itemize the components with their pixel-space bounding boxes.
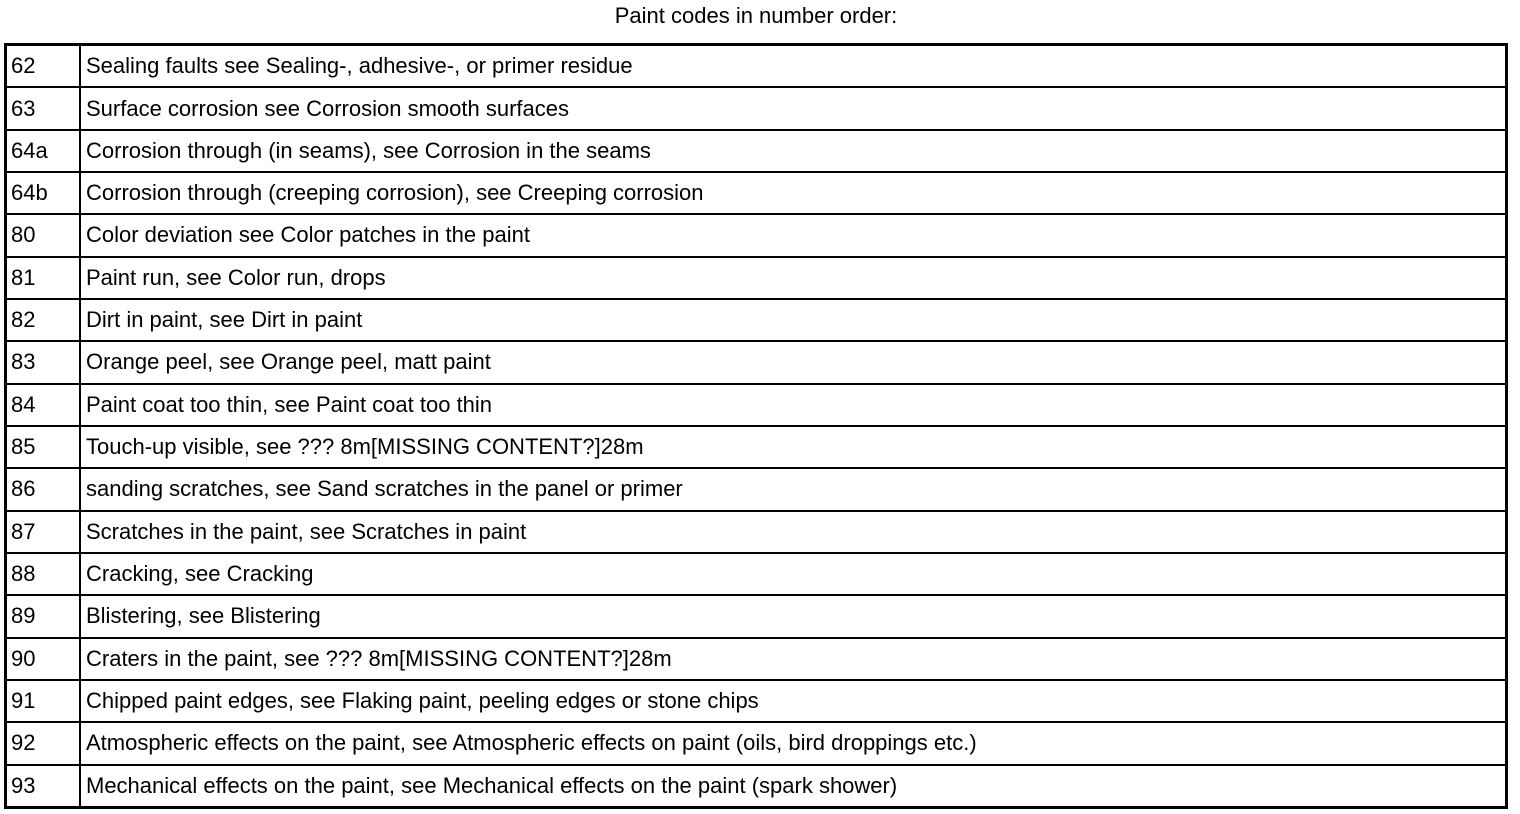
paint-code-cell: 64a <box>6 130 81 172</box>
paint-code-description-cell: Atmospheric effects on the paint, see Atmospheric effects on paint (oils, bird droppings etc.) <box>80 722 1507 764</box>
paint-code-description-cell: Surface corrosion see Corrosion smooth surfaces <box>80 87 1507 129</box>
paint-code-cell: 81 <box>6 257 81 299</box>
paint-code-cell: 91 <box>6 680 81 722</box>
table-row <box>6 299 1507 341</box>
paint-code-cell: 84 <box>6 384 81 426</box>
table-row <box>6 553 1507 595</box>
paint-code-description-cell: Mechanical effects on the paint, see Mechanical effects on the paint (spark shower) <box>80 765 1507 808</box>
table-row <box>6 638 1507 680</box>
paint-code-description-cell: Touch-up visible, see ??? 8m[MISSING CONTENT?]28m <box>80 426 1507 468</box>
paint-code-cell: 89 <box>6 595 81 637</box>
paint-code-cell: 90 <box>6 638 81 680</box>
table-row <box>6 722 1507 764</box>
table-row <box>6 511 1507 553</box>
paint-code-description-cell: Corrosion through (in seams), see Corrosion in the seams <box>80 130 1507 172</box>
paint-code-cell: 63 <box>6 87 81 129</box>
table-row <box>6 87 1507 129</box>
paint-code-cell: 82 <box>6 299 81 341</box>
paint-code-description-cell: Sealing faults see Sealing-, adhesive-, or primer residue <box>80 45 1507 88</box>
table-row <box>6 680 1507 722</box>
table-row <box>6 384 1507 426</box>
page-title: Paint codes in number order: <box>614 3 898 28</box>
paint-codes-table-body <box>6 45 1507 808</box>
table-row <box>6 341 1507 383</box>
paint-code-cell: 87 <box>6 511 81 553</box>
paint-code-description-cell: Chipped paint edges, see Flaking paint, peeling edges or stone chips <box>80 680 1507 722</box>
table-row <box>6 45 1507 88</box>
paint-code-description-cell: Color deviation see Color patches in the paint <box>80 214 1507 256</box>
paint-code-cell: 64b <box>6 172 81 214</box>
paint-code-cell: 86 <box>6 468 81 510</box>
paint-code-cell: 62 <box>6 45 81 88</box>
table-row <box>6 468 1507 510</box>
paint-code-description-cell: Paint coat too thin, see Paint coat too thin <box>80 384 1507 426</box>
paint-code-cell: 83 <box>6 341 81 383</box>
table-row <box>6 130 1507 172</box>
table-row <box>6 257 1507 299</box>
table-row <box>6 172 1507 214</box>
paint-code-description-cell: Corrosion through (creeping corrosion), see Creeping corrosion <box>80 172 1507 214</box>
paint-code-description-cell: Blistering, see Blistering <box>80 595 1507 637</box>
paint-code-cell: 93 <box>6 765 81 808</box>
table-row <box>6 426 1507 468</box>
paint-code-description-cell: Dirt in paint, see Dirt in paint <box>80 299 1507 341</box>
paint-code-cell: 88 <box>6 553 81 595</box>
table-row <box>6 595 1507 637</box>
paint-code-description-cell: Craters in the paint, see ??? 8m[MISSING CONTENT?]28m <box>80 638 1507 680</box>
paint-code-description-cell: sanding scratches, see Sand scratches in the panel or primer <box>80 468 1507 510</box>
paint-code-description-cell: Scratches in the paint, see Scratches in paint <box>80 511 1507 553</box>
paint-code-description-cell: Orange peel, see Orange peel, matt paint <box>80 341 1507 383</box>
table-row <box>6 214 1507 256</box>
paint-code-cell: 80 <box>6 214 81 256</box>
paint-codes-table <box>4 43 1508 809</box>
paint-code-cell: 92 <box>6 722 81 764</box>
paint-code-description-cell: Paint run, see Color run, drops <box>80 257 1507 299</box>
paint-code-description-cell: Cracking, see Cracking <box>80 553 1507 595</box>
table-row <box>6 765 1507 808</box>
paint-code-cell: 85 <box>6 426 81 468</box>
